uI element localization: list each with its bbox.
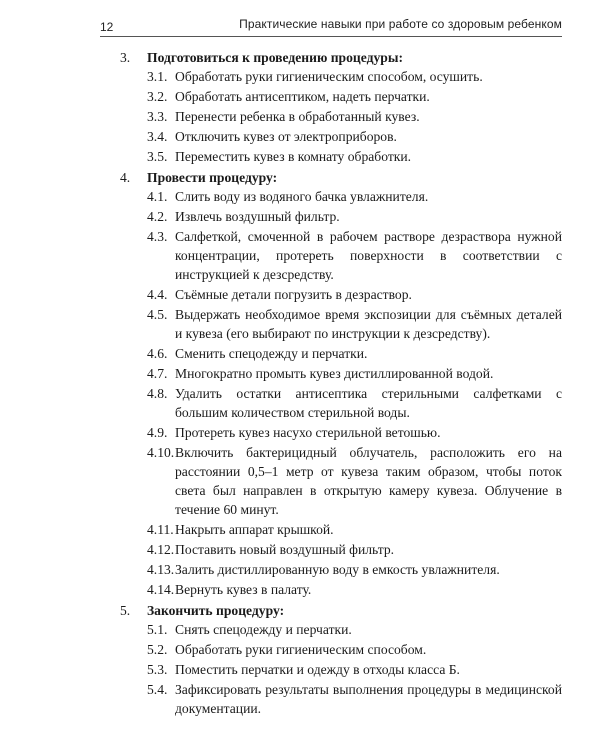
step-item: [147, 620, 562, 639]
step-number: 4.2.: [147, 209, 168, 224]
step-item: [147, 187, 562, 206]
step-text: Выдержать необходимое время экспозиции для съёмных деталей и кувеза (его выбирают по инструкции к дезсредству).: [175, 307, 562, 341]
step-text: Залить дистиллированную воду в емкость увлажнителя.: [175, 562, 500, 577]
step-text: Перенести ребенка в обработанный кувез.: [175, 109, 420, 124]
step-text: Многократно промыть кувез дистиллированной водой.: [175, 366, 494, 381]
step-number: 5.2.: [147, 642, 168, 657]
step-item: [147, 364, 562, 383]
step-text: Съёмные детали погрузить в дезраствор.: [175, 287, 412, 302]
step-number: 3.2.: [147, 89, 168, 104]
step-text: Вернуть кувез в палату.: [175, 582, 312, 597]
step-item: [147, 520, 562, 539]
section-heading: [120, 48, 562, 67]
step-number: 4.13.: [147, 562, 175, 577]
section-number: 4.: [120, 170, 131, 185]
step-item: [147, 344, 562, 363]
step-item: [147, 87, 562, 106]
step-item: [147, 207, 562, 226]
step-text: Накрыть аппарат крышкой.: [175, 522, 334, 537]
step-list: [120, 620, 562, 718]
step-item: [147, 127, 562, 146]
procedure-section: [120, 168, 562, 599]
step-item: [147, 107, 562, 126]
section-number: 3.: [120, 50, 131, 65]
step-text: Включить бактерицидный облучатель, расположить его на расстоянии 0,5–1 метр от кувеза таким образом, чтобы поток света был направлен в открытую камеру кувеза. Облучение в течение 60 минут.: [175, 445, 562, 517]
step-text: Сменить спецодежду и перчатки.: [175, 346, 368, 361]
running-title: Практические навыки при работе со здоровым ребенком: [239, 17, 562, 31]
step-number: 4.10.: [147, 445, 175, 460]
step-item: [147, 540, 562, 559]
step-item: [147, 423, 562, 442]
step-text: Поместить перчатки и одежду в отходы класса Б.: [175, 662, 460, 677]
step-text: Удалить остатки антисептика стерильными салфетками с большим количеством стерильной воды.: [175, 386, 562, 420]
step-number: 4.7.: [147, 366, 168, 381]
step-number: 4.12.: [147, 542, 175, 557]
step-text: Протереть кувез насухо стерильной ветошью.: [175, 425, 441, 440]
step-number: 3.4.: [147, 129, 168, 144]
step-text: Извлечь воздушный фильтр.: [175, 209, 340, 224]
step-item: [147, 640, 562, 659]
step-item: [147, 660, 562, 679]
step-number: 5.1.: [147, 622, 168, 637]
step-number: 4.4.: [147, 287, 168, 302]
step-item: [147, 443, 562, 519]
procedure-section: [120, 601, 562, 718]
procedure-list: [120, 48, 562, 720]
section-heading: [120, 601, 562, 620]
step-item: [147, 384, 562, 422]
step-number: 4.11.: [147, 522, 174, 537]
step-text: Слить воду из водяного бачка увлажнителя.: [175, 189, 429, 204]
step-item: [147, 285, 562, 304]
step-number: 5.4.: [147, 682, 168, 697]
section-number: 5.: [120, 603, 131, 618]
step-text: Салфеткой, смоченной в рабочем растворе дезраствора нужной концентрации, протереть поверхности в соответствии с инструкцией к дезсредству.: [175, 229, 562, 282]
step-item: [147, 305, 562, 343]
step-text: Обработать руки гигиеническим способом, осушить.: [175, 69, 483, 84]
step-text: Снять спецодежду и перчатки.: [175, 622, 352, 637]
step-number: 3.3.: [147, 109, 168, 124]
step-number: 4.9.: [147, 425, 168, 440]
step-item: [147, 67, 562, 86]
procedure-section: [120, 48, 562, 166]
step-number: 4.3.: [147, 229, 168, 244]
step-item: [147, 227, 562, 284]
step-number: 3.5.: [147, 149, 168, 164]
step-number: 4.5.: [147, 307, 168, 322]
page-number: 12: [100, 20, 114, 34]
step-list: [120, 67, 562, 166]
step-number: 4.1.: [147, 189, 168, 204]
page-header: [100, 14, 562, 37]
step-text: Обработать антисептиком, надеть перчатки.: [175, 89, 430, 104]
step-text: Поставить новый воздушный фильтр.: [175, 542, 395, 557]
section-title: Закончить процедуру:: [147, 603, 285, 618]
step-number: 4.8.: [147, 386, 168, 401]
step-number: 3.1.: [147, 69, 168, 84]
step-text: Переместить кувез в комнату обработки.: [175, 149, 412, 164]
step-item: [147, 147, 562, 166]
step-item: [147, 560, 562, 579]
section-heading: [120, 168, 562, 187]
step-number: 4.14.: [147, 582, 175, 597]
step-item: [147, 680, 562, 718]
step-text: Зафиксировать результаты выполнения процедуры в медицинской документации.: [175, 682, 562, 716]
step-text: Отключить кувез от электроприборов.: [175, 129, 397, 144]
step-number: 5.3.: [147, 662, 168, 677]
section-title: Подготовиться к проведению процедуры:: [147, 50, 403, 65]
section-title: Провести процедуру:: [147, 170, 278, 185]
step-list: [120, 187, 562, 599]
step-text: Обработать руки гигиеническим способом.: [175, 642, 427, 657]
step-number: 4.6.: [147, 346, 168, 361]
step-item: [147, 580, 562, 599]
